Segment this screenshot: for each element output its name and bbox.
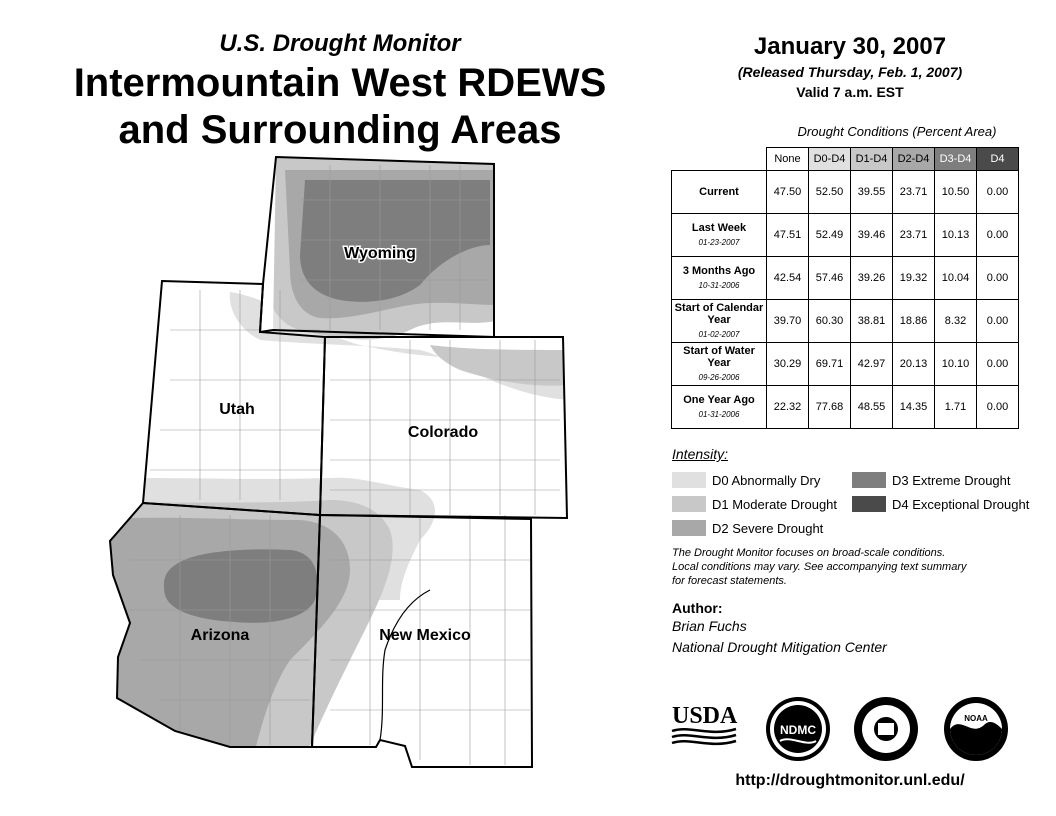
- table-cell: 77.68: [809, 386, 851, 429]
- table-cell: 48.55: [851, 386, 893, 429]
- row-label: [672, 214, 767, 257]
- table-cell: 39.70: [767, 300, 809, 343]
- row-label-text: Start of Water Year: [683, 344, 755, 369]
- row-date: 01-02-2007: [698, 329, 740, 339]
- table-cell: 23.71: [893, 171, 935, 214]
- note-line-3: for forecast statements.: [672, 575, 787, 587]
- row-date: 01-31-2006: [698, 409, 740, 419]
- table-cell: 0.00: [977, 214, 1019, 257]
- state-label-colorado: Colorado: [407, 424, 479, 441]
- state-label-arizona: Arizona: [190, 627, 250, 644]
- table-cell: 10.10: [935, 343, 977, 386]
- row-label: [672, 343, 767, 386]
- table-cell: 47.50: [767, 171, 809, 214]
- col-header-d0-d4: D0-D4: [809, 148, 851, 171]
- col-header-d2-d4: D2-D4: [893, 148, 935, 171]
- row-label-text: Last Week: [691, 221, 747, 234]
- note-line-1: The Drought Monitor focuses on broad-scale conditions.: [672, 547, 946, 559]
- state-label-new-mexico: New Mexico: [379, 627, 471, 644]
- release-date: (Released Thursday, Feb. 1, 2007): [737, 64, 963, 80]
- commerce-seal-logo: [854, 697, 918, 761]
- region-title-line2: and Surrounding Areas: [118, 108, 562, 152]
- table-cell: 38.81: [851, 300, 893, 343]
- table-cell: 10.04: [935, 257, 977, 300]
- legend-swatch-d4: [852, 496, 886, 512]
- table-cell: 39.46: [851, 214, 893, 257]
- col-header-d3-d4: D3-D4: [935, 148, 977, 171]
- table-cell: 39.26: [851, 257, 893, 300]
- legend-label-d0: D0 Abnormally Dry: [712, 472, 821, 488]
- legend-label-d1: D1 Moderate Drought: [712, 496, 838, 512]
- table-cell: 52.50: [809, 171, 851, 214]
- website-url[interactable]: http://droughtmonitor.unl.edu/: [735, 772, 965, 789]
- table-cell: 8.32: [935, 300, 977, 343]
- usda-logo: [672, 703, 738, 744]
- table-cell: 23.71: [893, 214, 935, 257]
- drought-map: [0, 150, 600, 770]
- table-row: [672, 171, 1019, 214]
- d3-arizona: [164, 549, 318, 622]
- table-cell: 60.30: [809, 300, 851, 343]
- table-cell: 20.13: [893, 343, 935, 386]
- table-header-row: [672, 148, 1019, 171]
- table-body: [672, 171, 1019, 429]
- author-name: Brian Fuchs: [672, 618, 747, 634]
- legend-item-d4: [852, 496, 1029, 512]
- legend-label-d4: D4 Exceptional Drought: [892, 496, 1030, 512]
- legend-swatch-d3: [852, 472, 886, 488]
- table-row: [672, 257, 1019, 300]
- row-label-text: One Year Ago: [683, 393, 755, 406]
- conditions-table: [671, 147, 1019, 429]
- table-cell: 0.00: [977, 300, 1019, 343]
- legend-item-d3: [852, 472, 1011, 488]
- author-block: [672, 600, 1032, 658]
- table-corner: [672, 148, 767, 171]
- table-cell: 19.32: [893, 257, 935, 300]
- noaa-logo-text: NOAA: [964, 714, 988, 723]
- table-caption: Drought Conditions (Percent Area): [797, 124, 997, 139]
- row-date: 10-31-2006: [698, 280, 740, 290]
- usda-logo-text: USDA: [672, 703, 738, 729]
- table-row: [672, 300, 1019, 343]
- col-header-d1-d4: D1-D4: [851, 148, 893, 171]
- disclaimer-note: [672, 546, 1022, 588]
- region-title: [30, 60, 650, 154]
- ndmc-logo: [766, 697, 830, 761]
- table-cell: 39.55: [851, 171, 893, 214]
- table-cell: 22.32: [767, 386, 809, 429]
- col-header-none: None: [767, 148, 809, 171]
- table-cell: 42.54: [767, 257, 809, 300]
- valid-time: Valid 7 a.m. EST: [796, 84, 904, 100]
- header-block: [680, 32, 1020, 102]
- table-cell: 0.00: [977, 257, 1019, 300]
- title-block: [30, 30, 650, 154]
- agency-logos: [670, 693, 1030, 763]
- table-cell: 0.00: [977, 343, 1019, 386]
- legend-swatch-d2: [672, 520, 706, 536]
- table-row: [672, 214, 1019, 257]
- table-cell: 30.29: [767, 343, 809, 386]
- state-label-wyoming: Wyoming: [344, 245, 416, 262]
- table-cell: 42.97: [851, 343, 893, 386]
- author-organization: National Drought Mitigation Center: [672, 639, 887, 655]
- col-header-d4: D4: [977, 148, 1019, 171]
- row-label: [672, 171, 767, 214]
- table-cell: 10.13: [935, 214, 977, 257]
- note-line-2: Local conditions may vary. See accompanying text summary: [672, 561, 967, 573]
- table-cell: 18.86: [893, 300, 935, 343]
- legend-swatch-d0: [672, 472, 706, 488]
- row-label-text: Current: [699, 186, 739, 198]
- row-label-text: 3 Months Ago: [682, 264, 756, 277]
- row-label: [672, 257, 767, 300]
- product-title: U.S. Drought Monitor: [219, 30, 461, 57]
- state-label-utah: Utah: [219, 401, 255, 418]
- table-cell: 14.35: [893, 386, 935, 429]
- row-label-text: Start of Calendar Year: [674, 301, 764, 326]
- row-date: 09-26-2006: [698, 372, 740, 382]
- table-row: [672, 386, 1019, 429]
- table-cell: 69.71: [809, 343, 851, 386]
- legend-item-d0: [672, 472, 820, 488]
- author-label: Author:: [672, 600, 723, 616]
- table-cell: 52.49: [809, 214, 851, 257]
- table-row: [672, 343, 1019, 386]
- row-date: 01-23-2007: [698, 237, 740, 247]
- table-cell: 1.71: [935, 386, 977, 429]
- legend-label-d2: D2 Severe Drought: [712, 520, 824, 536]
- legend-item-d1: [672, 496, 837, 512]
- table-cell: 0.00: [977, 171, 1019, 214]
- table-cell: 0.00: [977, 386, 1019, 429]
- table-cell: 47.51: [767, 214, 809, 257]
- legend-item-d2: [672, 520, 823, 536]
- region-title-line1: Intermountain West RDEWS: [73, 61, 607, 105]
- noaa-logo: [944, 697, 1008, 761]
- table-cell: 10.50: [935, 171, 977, 214]
- table-cell: 57.46: [809, 257, 851, 300]
- legend-label-d3: D3 Extreme Drought: [892, 472, 1011, 488]
- map-date: January 30, 2007: [753, 33, 947, 60]
- ndmc-logo-text: NDMC: [780, 723, 816, 737]
- legend-swatch-d1: [672, 496, 706, 512]
- intensity-legend: [672, 446, 1042, 536]
- row-label: [672, 386, 767, 429]
- legend-title: Intensity:: [672, 446, 729, 462]
- row-label: [672, 300, 767, 343]
